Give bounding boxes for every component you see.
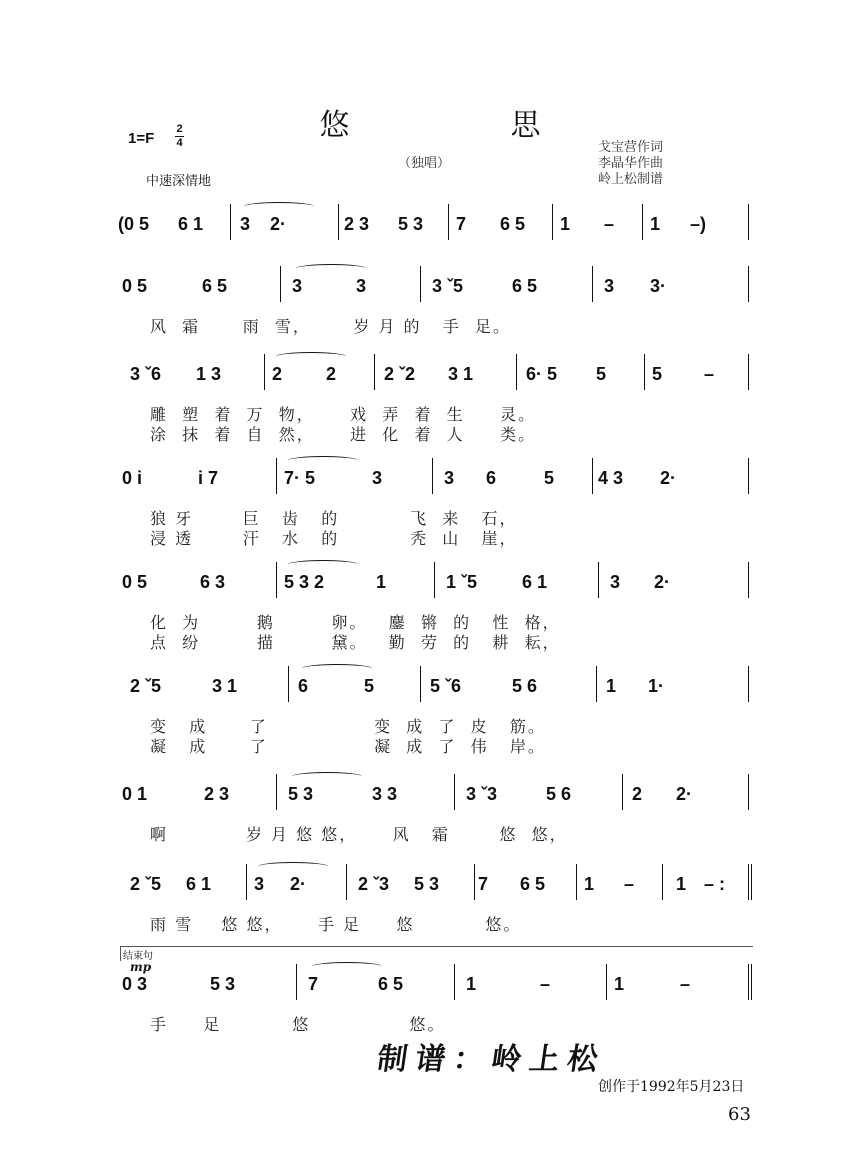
note-group: 1 [650,214,661,234]
note-group: 3 1 [212,676,238,696]
barline [432,458,433,494]
barline [748,204,749,240]
note-group: 1 ˇ5 [446,572,478,592]
barline [420,266,421,302]
barline [474,864,475,900]
credits [598,140,663,188]
note-group: 1 [676,874,687,894]
barline [622,774,623,810]
note-group: 3 [604,276,615,296]
note-group: 6 5 [520,874,546,894]
note-group: – [704,364,715,384]
note-group: 2· [654,572,671,592]
barline [592,266,593,302]
lyric-line: 风 霜 雨 雪， 岁 月 的 手 足。 [150,317,511,336]
note-group: 4 3 [598,468,624,488]
note-group: – [624,874,635,894]
note-group: – : [704,874,726,894]
note-group: 2 3 [344,214,370,234]
note-group: 6 3 [200,572,226,592]
note-group: 5 [596,364,607,384]
note-group: – [540,974,551,994]
slur [292,772,362,781]
note-group: 3 [240,214,251,234]
key-signature: 1=F [128,130,155,147]
note-group: 3 ˇ5 [432,276,464,296]
note-group: 7 [308,974,319,994]
signature: 制谱：岭上松 [375,1042,608,1077]
note-group: 5 3 [414,874,440,894]
barline [296,964,297,1000]
note-group: 2 ˇ2 [384,364,416,384]
lyric-line: 变 成 了 变 成 了 皮 筋。 [150,717,546,736]
note-group: 1· [648,676,665,696]
note-group: 5 [544,468,555,488]
barline [516,354,517,390]
note-group: 3 ˇ3 [466,784,498,804]
note-group: 2· [290,874,307,894]
note-group: 6 5 [512,276,538,296]
slur [312,962,382,971]
dynamic-marking: mp [130,960,152,974]
barline [276,458,277,494]
ending-label: 结束句 [123,951,153,962]
lyric-line: 手 足 悠 悠。 [150,1015,446,1034]
barline [644,354,645,390]
barline [662,864,663,900]
barline [748,458,749,494]
note-group: 0 i [122,468,143,488]
barline [748,774,749,810]
title-char-2: 思 [510,108,545,143]
slur [302,664,372,673]
ending-bracket [120,946,753,961]
note-group: 2 [326,364,337,384]
barline [552,204,553,240]
time-bottom: 4 [176,137,183,149]
note-group: 0 5 [122,276,148,296]
slur [288,560,358,569]
barline [748,266,749,302]
lyric-line: 狼 牙 巨 齿 的 飞 来 石， [150,509,518,528]
note-group: – [680,974,691,994]
barline [246,864,247,900]
note-group: 7· 5 [284,468,316,488]
barline [748,666,749,702]
note-group: 2 ˇ3 [358,874,390,894]
lyricist: 戈宝营作词 [598,140,664,155]
note-group: 0 5 [122,572,148,592]
slur [288,456,358,465]
note-group: 2· [270,214,287,234]
barline [276,774,277,810]
barline [592,458,593,494]
note-group: 6 5 [378,974,404,994]
note-group: i 7 [198,468,219,488]
composition-date: 创作于1992年5月23日 [598,1079,745,1095]
note-group: 6 1 [522,572,548,592]
barline [748,964,752,1000]
note-group: 1 3 [196,364,222,384]
note-group: 2 [632,784,643,804]
note-group: 2 3 [204,784,230,804]
note-group: 3 ˇ6 [130,364,162,384]
barline [434,562,435,598]
slur [244,202,314,211]
slur [276,352,346,361]
note-group: –) [690,214,707,234]
time-top: 2 [176,123,183,135]
note-group: 5 [364,676,375,696]
barline [338,204,339,240]
note-group: 6 5 [500,214,526,234]
note-group: 3 [356,276,367,296]
performance-note: （独唱） [398,156,451,171]
note-group: 3· [650,276,667,296]
lyric-line: 啊 岁 月 悠 悠， 风 霜 悠 悠， [150,825,568,844]
slur [258,862,328,871]
note-group: 6 [298,676,309,696]
note-group: 1 [466,974,477,994]
barline [598,562,599,598]
note-group: 3 3 [372,784,398,804]
barline [346,864,347,900]
lyric-line: 浸 透 汗 水 的 秃 山 崖， [150,529,518,548]
note-group: 5 3 [210,974,236,994]
note-group: 3 [254,874,265,894]
slur [296,264,366,273]
barline [748,562,749,598]
barline [230,204,231,240]
note-group: 2 [272,364,283,384]
lyric-line: 凝 成 了 凝 成 了 伟 岸。 [150,737,546,756]
note-group: 1 [606,676,617,696]
note-group: 2 ˇ5 [130,676,162,696]
note-group: (0 5 [118,214,150,234]
note-group: 2· [676,784,693,804]
barline [374,354,375,390]
note-group: 1 [614,974,625,994]
note-group: 1 [376,572,387,592]
barline [748,864,752,900]
note-group: 6 [486,468,497,488]
note-group: 3 [610,572,621,592]
tempo-marking: 中速深情地 [146,174,212,189]
composer: 李晶华作曲 [598,156,664,171]
note-group: 3 [292,276,303,296]
note-group: 3 1 [448,364,474,384]
barline [420,666,421,702]
note-group: 5 3 [288,784,314,804]
note-group: 2 ˇ5 [130,874,162,894]
note-group: 6· 5 [526,364,558,384]
lyric-line: 雨 雪 悠 悠， 手 足 悠 悠。 [150,915,522,934]
note-group: 2· [660,468,677,488]
barline [576,864,577,900]
time-signature [175,124,184,149]
barline [280,266,281,302]
note-group: 5 6 [546,784,572,804]
barline [454,774,455,810]
note-group: 5 [652,364,663,384]
note-group: 0 3 [122,974,148,994]
barline [454,964,455,1000]
note-group: 5 6 [512,676,538,696]
lyric-line: 涂 抹 着 自 然， 进 化 着 人 类。 [150,425,537,444]
barline [264,354,265,390]
note-group: 5 3 [398,214,424,234]
lyric-line: 雕 塑 着 万 物， 戏 弄 着 生 灵。 [150,405,537,424]
barline [606,964,607,1000]
note-group: 6 1 [186,874,212,894]
barline [276,562,277,598]
note-group: 6 1 [178,214,204,234]
note-group: 3 [444,468,455,488]
note-group: 5 3 2 [284,572,325,592]
note-group: 0 1 [122,784,148,804]
lyric-line: 点 纷 描 黛。 勤 劳 的 耕 耘， [150,633,561,652]
title-char-1: 悠 [319,108,354,143]
note-group: – [604,214,615,234]
page-number: 63 [728,1104,751,1125]
barline [642,204,643,240]
note-group: 1 [560,214,571,234]
barline [596,666,597,702]
note-group: 1 [584,874,595,894]
barline [748,354,749,390]
note-group: 6 5 [202,276,228,296]
note-group: 5 ˇ6 [430,676,462,696]
barline [448,204,449,240]
note-group: 7 [478,874,489,894]
note-group: 7 [456,214,467,234]
engraver: 岭上松制谱 [598,172,664,187]
note-group: 3 [372,468,383,488]
lyric-line: 化 为 鹅 卵。 鏖 锵 的 性 格， [150,613,561,632]
barline [288,666,289,702]
